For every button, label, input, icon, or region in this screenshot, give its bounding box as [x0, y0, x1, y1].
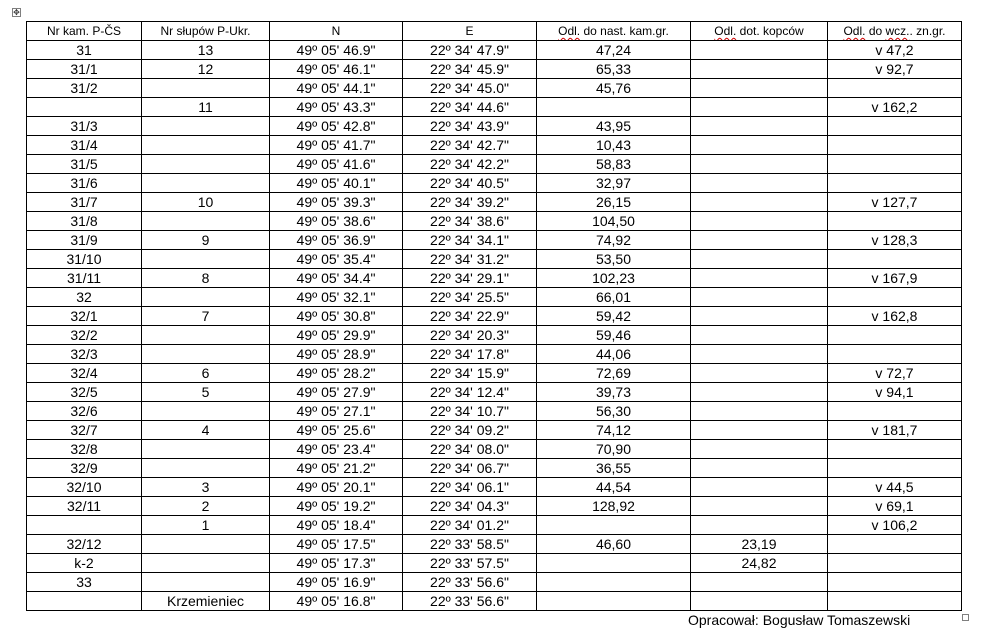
cell-marker-number: 31/8 [27, 212, 142, 231]
table-row [27, 231, 962, 250]
cell-distance-next-marker: 32,97 [537, 174, 691, 193]
spellcheck-word: Odl. [714, 24, 737, 38]
cell-distance-next-marker: 128,92 [537, 497, 691, 516]
cell-distance-mounds [691, 516, 828, 535]
cell-distance-mounds [691, 193, 828, 212]
cell-distance-mounds [691, 421, 828, 440]
cell-longitude: 22º 33' 58.5" [403, 535, 537, 554]
cell-distance-previous-sign: v 106,2 [828, 516, 962, 535]
cell-marker-number [27, 98, 142, 117]
table-row [27, 288, 962, 307]
cell-longitude: 22º 34' 39.2" [403, 193, 537, 212]
cell-marker-number: 32/11 [27, 497, 142, 516]
header-marker-number: Nr kam. P-ČS [27, 22, 142, 41]
cell-pole-number: 2 [142, 497, 270, 516]
cell-marker-number: 32/7 [27, 421, 142, 440]
cell-distance-mounds [691, 592, 828, 611]
table-row [27, 402, 962, 421]
cell-distance-previous-sign [828, 250, 962, 269]
cell-latitude: 49º 05' 43.3" [270, 98, 403, 117]
cell-pole-number: 12 [142, 60, 270, 79]
table-row [27, 326, 962, 345]
cell-marker-number: 33 [27, 573, 142, 592]
header-text: do [865, 24, 886, 38]
cell-latitude: 49º 05' 35.4" [270, 250, 403, 269]
cell-distance-mounds [691, 174, 828, 193]
header-distance-next-marker [537, 22, 691, 41]
cell-distance-mounds [691, 212, 828, 231]
cell-distance-previous-sign: v 167,9 [828, 269, 962, 288]
cell-marker-number: 31/9 [27, 231, 142, 250]
table-row [27, 459, 962, 478]
cell-distance-previous-sign: v 92,7 [828, 60, 962, 79]
cell-distance-previous-sign: v 69,1 [828, 497, 962, 516]
cell-pole-number [142, 136, 270, 155]
table-row [27, 193, 962, 212]
cell-latitude: 49º 05' 17.3" [270, 554, 403, 573]
table-row [27, 155, 962, 174]
cell-latitude: 49º 05' 16.8" [270, 592, 403, 611]
cell-distance-previous-sign [828, 288, 962, 307]
cell-distance-next-marker: 10,43 [537, 136, 691, 155]
header-pole-number: Nr słupów P-Ukr. [142, 22, 270, 41]
cell-distance-previous-sign [828, 535, 962, 554]
table-row [27, 497, 962, 516]
cell-distance-mounds: 23,19 [691, 535, 828, 554]
cell-distance-previous-sign: v 47,2 [828, 41, 962, 60]
cell-longitude: 22º 34' 08.0" [403, 440, 537, 459]
cell-pole-number: 1 [142, 516, 270, 535]
cell-latitude: 49º 05' 23.4" [270, 440, 403, 459]
cell-pole-number: 8 [142, 269, 270, 288]
cell-latitude: 49º 05' 21.2" [270, 459, 403, 478]
cell-distance-mounds [691, 402, 828, 421]
table-row [27, 535, 962, 554]
table-row [27, 136, 962, 155]
cell-pole-number: 13 [142, 41, 270, 60]
cell-longitude: 22º 34' 17.8" [403, 345, 537, 364]
cell-distance-mounds [691, 41, 828, 60]
cell-longitude: 22º 34' 42.7" [403, 136, 537, 155]
header-latitude: N [270, 22, 403, 41]
cell-latitude: 49º 05' 28.9" [270, 345, 403, 364]
cell-marker-number: 31/6 [27, 174, 142, 193]
cell-latitude: 49º 05' 19.2" [270, 497, 403, 516]
cell-longitude: 22º 34' 09.2" [403, 421, 537, 440]
cell-distance-previous-sign [828, 440, 962, 459]
cell-distance-mounds [691, 383, 828, 402]
cell-longitude: 22º 34' 47.9" [403, 41, 537, 60]
cell-latitude: 49º 05' 42.8" [270, 117, 403, 136]
cell-longitude: 22º 34' 22.9" [403, 307, 537, 326]
cell-distance-next-marker [537, 98, 691, 117]
cell-distance-previous-sign: v 94,1 [828, 383, 962, 402]
cell-pole-number [142, 554, 270, 573]
cell-distance-next-marker: 43,95 [537, 117, 691, 136]
cell-longitude: 22º 34' 31.2" [403, 250, 537, 269]
cell-distance-previous-sign: v 44,5 [828, 478, 962, 497]
cell-distance-mounds [691, 136, 828, 155]
cell-marker-number [27, 592, 142, 611]
cell-distance-next-marker: 39,73 [537, 383, 691, 402]
cell-longitude: 22º 34' 06.7" [403, 459, 537, 478]
cell-latitude: 49º 05' 28.2" [270, 364, 403, 383]
cell-latitude: 49º 05' 39.3" [270, 193, 403, 212]
cell-latitude: 49º 05' 27.1" [270, 402, 403, 421]
cell-marker-number: 32/9 [27, 459, 142, 478]
cell-latitude: 49º 05' 32.1" [270, 288, 403, 307]
cell-pole-number: 7 [142, 307, 270, 326]
cell-marker-number: 32/1 [27, 307, 142, 326]
cell-distance-next-marker: 58,83 [537, 155, 691, 174]
boundary-markers-table [26, 21, 962, 611]
cell-longitude: 22º 34' 44.6" [403, 98, 537, 117]
cell-distance-next-marker: 74,12 [537, 421, 691, 440]
spellcheck-word: Odl. [558, 24, 581, 38]
header-text: do nast. kam.gr. [580, 24, 669, 38]
cell-longitude: 22º 33' 57.5" [403, 554, 537, 573]
cell-latitude: 49º 05' 17.5" [270, 535, 403, 554]
cell-latitude: 49º 05' 29.9" [270, 326, 403, 345]
cell-marker-number: 32/10 [27, 478, 142, 497]
cell-latitude: 49º 05' 40.1" [270, 174, 403, 193]
cell-longitude: 22º 34' 12.4" [403, 383, 537, 402]
cell-pole-number: 5 [142, 383, 270, 402]
cell-pole-number: 10 [142, 193, 270, 212]
cell-marker-number: 32 [27, 288, 142, 307]
cell-distance-mounds [691, 440, 828, 459]
table-row [27, 421, 962, 440]
cell-longitude: 22º 34' 04.3" [403, 497, 537, 516]
spellcheck-word: Odl. [843, 24, 866, 38]
table-row [27, 478, 962, 497]
cell-distance-mounds [691, 478, 828, 497]
cell-pole-number [142, 250, 270, 269]
cell-pole-number [142, 79, 270, 98]
cell-pole-number [142, 345, 270, 364]
cell-pole-number [142, 459, 270, 478]
cell-distance-previous-sign: v 181,7 [828, 421, 962, 440]
cell-pole-number: 9 [142, 231, 270, 250]
cell-distance-previous-sign [828, 117, 962, 136]
cell-marker-number: 31/4 [27, 136, 142, 155]
cell-latitude: 49º 05' 41.7" [270, 136, 403, 155]
cell-latitude: 49º 05' 25.6" [270, 421, 403, 440]
cell-marker-number: 32/3 [27, 345, 142, 364]
cell-distance-previous-sign [828, 136, 962, 155]
table-row [27, 79, 962, 98]
cell-distance-previous-sign [828, 174, 962, 193]
cell-pole-number: 6 [142, 364, 270, 383]
cell-pole-number [142, 155, 270, 174]
cell-distance-next-marker: 104,50 [537, 212, 691, 231]
table-row [27, 41, 962, 60]
cell-distance-mounds [691, 497, 828, 516]
cell-longitude: 22º 34' 45.9" [403, 60, 537, 79]
table-row [27, 117, 962, 136]
table-row [27, 269, 962, 288]
cell-distance-mounds [691, 79, 828, 98]
cell-pole-number [142, 440, 270, 459]
cell-pole-number [142, 117, 270, 136]
header-distance-mounds [691, 22, 828, 41]
cell-marker-number: k-2 [27, 554, 142, 573]
cell-longitude: 22º 34' 43.9" [403, 117, 537, 136]
cell-distance-next-marker [537, 554, 691, 573]
cell-latitude: 49º 05' 16.9" [270, 573, 403, 592]
cell-marker-number: 32/5 [27, 383, 142, 402]
table-row [27, 98, 962, 117]
cell-distance-next-marker: 44,06 [537, 345, 691, 364]
cell-marker-number: 31/5 [27, 155, 142, 174]
cell-latitude: 49º 05' 18.4" [270, 516, 403, 535]
table-row [27, 250, 962, 269]
cell-distance-next-marker [537, 573, 691, 592]
cell-latitude: 49º 05' 34.4" [270, 269, 403, 288]
cell-latitude: 49º 05' 30.8" [270, 307, 403, 326]
cell-longitude: 22º 33' 56.6" [403, 592, 537, 611]
cell-distance-mounds [691, 60, 828, 79]
cell-distance-next-marker: 74,92 [537, 231, 691, 250]
cell-distance-mounds [691, 155, 828, 174]
cell-marker-number: 32/2 [27, 326, 142, 345]
cell-longitude: 22º 34' 01.2" [403, 516, 537, 535]
cell-marker-number: 32/4 [27, 364, 142, 383]
cell-distance-mounds [691, 117, 828, 136]
cell-distance-next-marker: 44,54 [537, 478, 691, 497]
cell-distance-mounds [691, 288, 828, 307]
header-distance-previous-sign [828, 22, 962, 41]
cell-marker-number: 31 [27, 41, 142, 60]
cell-pole-number [142, 212, 270, 231]
table-row [27, 383, 962, 402]
cell-latitude: 49º 05' 46.9" [270, 41, 403, 60]
cell-distance-mounds [691, 459, 828, 478]
cell-marker-number: 32/8 [27, 440, 142, 459]
cell-distance-previous-sign [828, 345, 962, 364]
cell-pole-number [142, 402, 270, 421]
cell-distance-previous-sign: v 162,8 [828, 307, 962, 326]
cell-distance-next-marker: 59,46 [537, 326, 691, 345]
cell-distance-previous-sign [828, 326, 962, 345]
cell-distance-previous-sign [828, 212, 962, 231]
cell-distance-mounds [691, 98, 828, 117]
cell-distance-mounds [691, 573, 828, 592]
cell-distance-previous-sign [828, 155, 962, 174]
cell-distance-next-marker: 66,01 [537, 288, 691, 307]
cell-pole-number [142, 326, 270, 345]
cell-latitude: 49º 05' 27.9" [270, 383, 403, 402]
cell-marker-number: 31/10 [27, 250, 142, 269]
cell-distance-previous-sign [828, 573, 962, 592]
table-move-handle-icon[interactable]: ✥ [13, 8, 20, 17]
cell-distance-next-marker: 70,90 [537, 440, 691, 459]
cell-longitude: 22º 34' 06.1" [403, 478, 537, 497]
cell-distance-next-marker: 46,60 [537, 535, 691, 554]
cell-distance-previous-sign: v 128,3 [828, 231, 962, 250]
cell-pole-number: Krzemieniec [142, 592, 270, 611]
table-row [27, 364, 962, 383]
cell-latitude: 49º 05' 41.6" [270, 155, 403, 174]
cell-distance-previous-sign [828, 79, 962, 98]
cell-longitude: 22º 33' 56.6" [403, 573, 537, 592]
header-text: dot. kopców [736, 24, 804, 38]
cell-marker-number: 31/3 [27, 117, 142, 136]
cell-longitude: 22º 34' 20.3" [403, 326, 537, 345]
cell-pole-number [142, 174, 270, 193]
cell-longitude: 22º 34' 10.7" [403, 402, 537, 421]
cell-distance-next-marker [537, 516, 691, 535]
cell-latitude: 49º 05' 20.1" [270, 478, 403, 497]
cell-distance-next-marker: 102,23 [537, 269, 691, 288]
cell-distance-mounds [691, 269, 828, 288]
cell-pole-number: 3 [142, 478, 270, 497]
table-row [27, 307, 962, 326]
cell-latitude: 49º 05' 38.6" [270, 212, 403, 231]
cell-marker-number: 32/12 [27, 535, 142, 554]
table-row [27, 440, 962, 459]
cell-distance-next-marker: 72,69 [537, 364, 691, 383]
cell-longitude: 22º 34' 42.2" [403, 155, 537, 174]
cell-distance-mounds [691, 364, 828, 383]
cell-latitude: 49º 05' 36.9" [270, 231, 403, 250]
cell-distance-previous-sign: v 162,2 [828, 98, 962, 117]
table-body [27, 41, 962, 611]
cell-marker-number: 31/1 [27, 60, 142, 79]
cell-pole-number [142, 535, 270, 554]
cell-distance-previous-sign [828, 402, 962, 421]
header-text: . zn.gr. [909, 24, 946, 38]
table-resize-handle-icon[interactable] [962, 614, 969, 621]
cell-pole-number [142, 288, 270, 307]
cell-distance-previous-sign [828, 554, 962, 573]
cell-distance-mounds: 24,82 [691, 554, 828, 573]
cell-distance-next-marker [537, 592, 691, 611]
table-row [27, 174, 962, 193]
cell-pole-number: 11 [142, 98, 270, 117]
cell-longitude: 22º 34' 25.5" [403, 288, 537, 307]
cell-longitude: 22º 34' 29.1" [403, 269, 537, 288]
cell-distance-next-marker: 47,24 [537, 41, 691, 60]
cell-distance-next-marker: 26,15 [537, 193, 691, 212]
cell-longitude: 22º 34' 40.5" [403, 174, 537, 193]
table-header-row [27, 22, 962, 41]
cell-distance-mounds [691, 326, 828, 345]
cell-longitude: 22º 34' 38.6" [403, 212, 537, 231]
cell-distance-previous-sign [828, 459, 962, 478]
cell-distance-next-marker: 53,50 [537, 250, 691, 269]
cell-marker-number [27, 516, 142, 535]
cell-distance-next-marker: 36,55 [537, 459, 691, 478]
cell-distance-mounds [691, 250, 828, 269]
cell-pole-number [142, 573, 270, 592]
cell-latitude: 49º 05' 46.1" [270, 60, 403, 79]
cell-distance-mounds [691, 231, 828, 250]
cell-distance-previous-sign [828, 592, 962, 611]
cell-marker-number: 32/6 [27, 402, 142, 421]
table-row [27, 345, 962, 364]
cell-distance-previous-sign: v 127,7 [828, 193, 962, 212]
cell-distance-next-marker: 59,42 [537, 307, 691, 326]
cell-distance-mounds [691, 307, 828, 326]
table-row [27, 573, 962, 592]
spellcheck-word: wcz. [885, 24, 910, 38]
cell-longitude: 22º 34' 15.9" [403, 364, 537, 383]
author-credit: Opracował: Bogusław Tomaszewski [688, 612, 911, 628]
cell-marker-number: 31/7 [27, 193, 142, 212]
cell-latitude: 49º 05' 44.1" [270, 79, 403, 98]
cell-longitude: 22º 34' 34.1" [403, 231, 537, 250]
cell-pole-number: 4 [142, 421, 270, 440]
table-row [27, 60, 962, 79]
cell-distance-next-marker: 45,76 [537, 79, 691, 98]
table-row [27, 592, 962, 611]
table-row [27, 516, 962, 535]
cell-distance-mounds [691, 345, 828, 364]
cell-longitude: 22º 34' 45.0" [403, 79, 537, 98]
table-row [27, 554, 962, 573]
cell-marker-number: 31/2 [27, 79, 142, 98]
table-row [27, 212, 962, 231]
cell-distance-next-marker: 56,30 [537, 402, 691, 421]
header-longitude: E [403, 22, 537, 41]
cell-distance-previous-sign: v 72,7 [828, 364, 962, 383]
cell-marker-number: 31/11 [27, 269, 142, 288]
cell-distance-next-marker: 65,33 [537, 60, 691, 79]
